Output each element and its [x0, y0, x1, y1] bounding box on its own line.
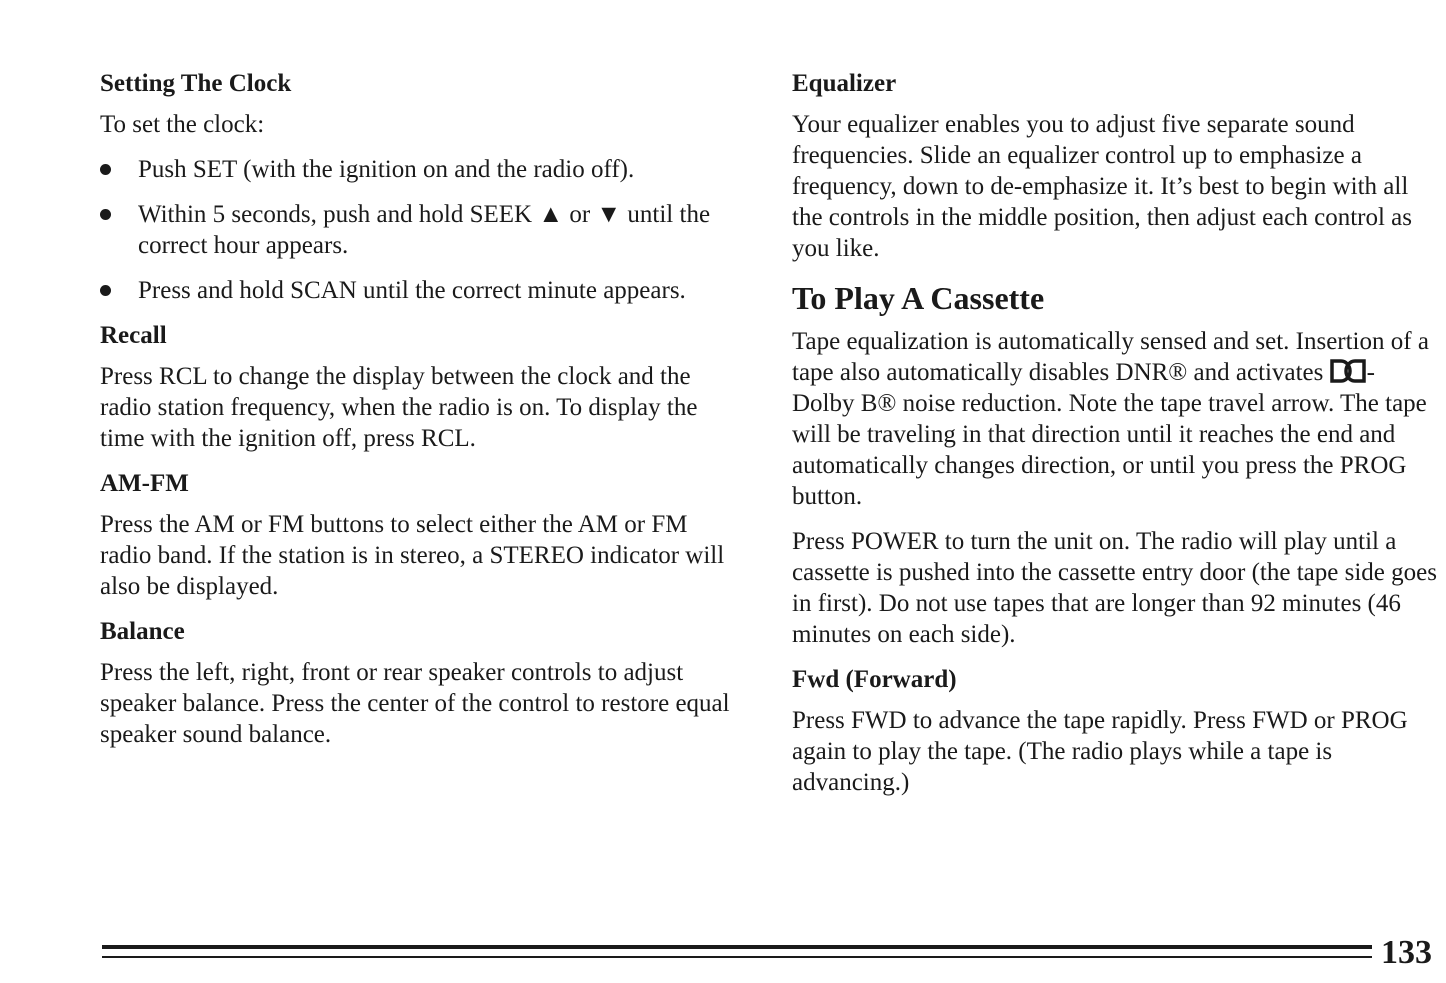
cassette-paragraph-2: Press POWER to turn the unit on. The radio will play until a cassette is pushed into the cassette entry door (the tape side goes in first). Do not use tapes that are longer than 92 minutes (46 minutes on each side).	[792, 528, 1437, 648]
equalizer-text: Your equalizer enables you to adjust five separate sound frequencies. Slide an equalizer control up to emphasize a frequency, down to de-emphasize it. It’s best to begin with all the controls in the middle position, then adjust each control as you like.	[792, 111, 1413, 262]
list-item: Within 5 seconds, push and hold SEEK ▲ or ▼ until the correct hour appears.	[100, 199, 740, 261]
cassette-paragraph-1: Tape equalization is automatically sensed and set. Insertion of a tape also automatically disables DNR® and activates -Dolby B® noise reduction. Note the tape travel arrow. The tape will be traveling in that direction until it reaches the end and automatically changes direction, or until you press the PROG button.	[792, 328, 1429, 510]
right-column	[792, 68, 1437, 812]
setting-the-clock-heading: Setting The Clock	[100, 70, 292, 97]
recall-text: Press RCL to change the display between the clock and the radio station frequency, when the radio is on. To display the time with the ignition off, press RCL.	[100, 363, 698, 452]
am-fm-heading: AM-FM	[100, 470, 189, 497]
bullet-icon	[100, 285, 111, 296]
forward-text: Press FWD to advance the tape rapidly. Press FWD or PROG again to play the tape. (The radio plays while a tape is advancing.)	[792, 707, 1408, 796]
forward-heading: Fwd (Forward)	[792, 666, 957, 693]
footer-rule-top	[102, 945, 1372, 949]
equalizer-section	[792, 68, 1437, 264]
recall-section	[100, 320, 740, 454]
forward-section	[792, 664, 1437, 798]
equalizer-heading: Equalizer	[792, 70, 897, 97]
dolby-double-d-icon	[1330, 359, 1366, 383]
clock-steps-list	[100, 154, 740, 306]
clock-intro: To set the clock:	[100, 111, 265, 138]
left-column	[100, 68, 740, 764]
page-number: 133	[1381, 934, 1432, 971]
setting-the-clock-section	[100, 68, 740, 306]
recall-heading: Recall	[100, 322, 167, 349]
footer-rule-bottom	[102, 956, 1372, 958]
bullet-icon	[100, 164, 111, 175]
balance-heading: Balance	[100, 618, 185, 645]
list-item: Press and hold SCAN until the correct minute appears.	[100, 275, 740, 306]
am-fm-section	[100, 468, 740, 602]
bullet-icon	[100, 209, 111, 220]
am-fm-text: Press the AM or FM buttons to select either the AM or FM radio band. If the station is in stereo, a STEREO indicator will also be displayed.	[100, 511, 725, 600]
play-cassette-heading: To Play A Cassette	[792, 280, 1045, 316]
play-cassette-section	[792, 278, 1437, 650]
balance-text: Press the left, right, front or rear speaker controls to adjust speaker balance. Press the center of the control to restore equal speaker sound balance.	[100, 659, 730, 748]
list-item: Push SET (with the ignition on and the radio off).	[100, 154, 740, 185]
balance-section	[100, 616, 740, 750]
